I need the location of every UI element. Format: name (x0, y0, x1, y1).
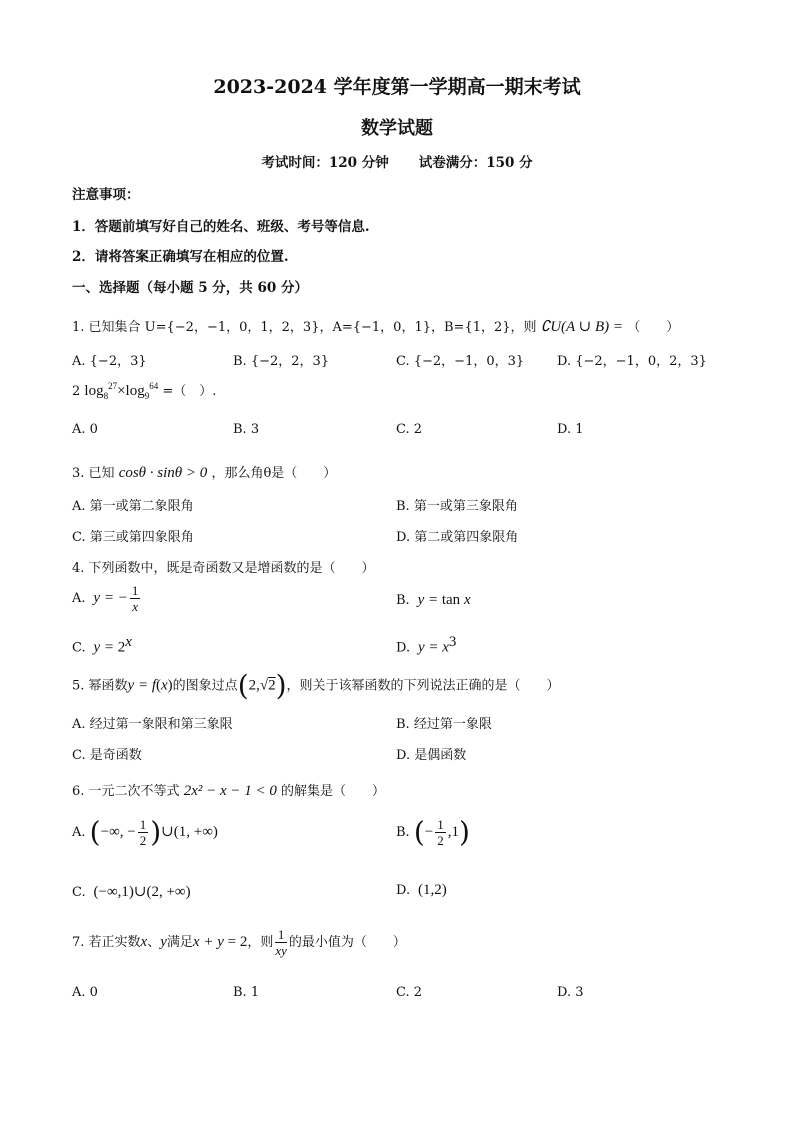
q1-option-b: B. {−2，2，3} (233, 354, 330, 369)
q5-option-b: B. 经过第一象限 (396, 717, 492, 732)
question-1 (72, 316, 679, 336)
section-heading: 一、选择题（每小题 5 分，共 60 分） (72, 280, 308, 296)
q3-option-d: D. 第二或第四象限角 (396, 530, 519, 545)
question-2 (72, 380, 216, 401)
q5-option-c: C. 是奇函数 (72, 748, 142, 763)
q2-option-d: D. 1 (557, 422, 584, 437)
q4-option-d: D. $y = x^3$ (396, 634, 457, 656)
question-4: 4. 下列函数中，既是奇函数又是增函数的是（ ） (72, 561, 375, 576)
q5-option-a: A. 经过第一象限和第三象限 (72, 717, 233, 732)
question-2-tail: =（ ）. (162, 384, 217, 399)
q7-option-a: A. 0 (72, 985, 98, 1000)
q6-option-d: D. (1,2) (396, 882, 447, 898)
q4-option-a: A. y = − $\frac{1}{x}$ (72, 583, 139, 614)
q2-option-c: C. 2 (396, 422, 423, 437)
q3-option-a: A. 第一或第二象限角 (72, 499, 194, 514)
full-score: 试卷满分：150 分 (418, 155, 533, 171)
question-6: 6. 一元二次不等式 2x² − x − 1 < 0 的解集是（ ） (72, 783, 386, 799)
q6-option-c: C. (−∞,1)∪(2, +∞) (72, 884, 191, 900)
q4-option-c: C. $y = 2^x$ (72, 634, 132, 656)
notice-heading: 注意事项： (72, 187, 140, 203)
exam-time: 考试时间：120 分钟 (261, 155, 389, 171)
exam-title: 2023-2024 学年度第一学期高一期末考试 (213, 76, 581, 98)
question-7: 7. 若正实数x、y满足x + y = 2，则 $\frac{1}{xy}$ 的最小值为（ ） (72, 927, 406, 958)
notice-item-1: 1．答题前填写好自己的姓名、班级、考号等信息. (72, 219, 370, 235)
question-5: 5. 幂函数y = f(x)的图象过点(2,√2)，则关于该幂函数的下列说法正确的是（ ） (72, 669, 560, 702)
q4-option-b: B. y = tan x (396, 592, 471, 608)
notice-item-2: 2．请将答案正确填写在相应的位置. (72, 249, 289, 265)
q3-option-b: B. 第一或第三象限角 (396, 499, 518, 514)
question-2-stem: 2 (72, 384, 81, 399)
q7-option-d: D. 3 (557, 985, 584, 1000)
q6-option-a: A. (−∞, − $\frac{1}{2}$ )∪(1, +∞) (72, 815, 218, 849)
q6-option-b: B. (− $\frac{1}{2}$ ,1) (396, 815, 470, 849)
q7-option-b: B. 1 (233, 985, 260, 1000)
question-1-paren: （ ） (627, 320, 680, 335)
q1-option-a: A. {−2，3} (72, 354, 147, 369)
q5-option-d: D. 是偶函数 (396, 748, 467, 763)
question-1-stem: 1. 已知集合 U={−2，−1，0，1，2，3}，A={−1，0，1}，B={1，2}，则 (72, 320, 537, 335)
question-3-stem: 3. 已知 (72, 466, 115, 481)
exam-info (0, 151, 794, 171)
exam-subtitle: 数学试题 (361, 118, 433, 139)
q1-option-c: C. {−2，−1，0，3} (396, 354, 525, 369)
q2-option-a: A. 0 (72, 422, 98, 437)
question-2-expr: $\log_8^{27}\times\log_9^{64}$ (84, 381, 159, 401)
q1-option-d: D. {−2，−1，0，2，3} (557, 354, 707, 369)
q7-option-c: C. 2 (396, 985, 423, 1000)
question-3-tail: ，那么角θ是（ ） (211, 466, 337, 481)
q3-option-c: C. 第三或第四象限角 (72, 530, 194, 545)
q2-option-b: B. 3 (233, 422, 260, 437)
question-3-expr: cosθ · sinθ > 0 (118, 465, 208, 481)
question-3 (72, 462, 336, 482)
question-1-expr: ∁U(A ∪ B) = (540, 319, 624, 335)
